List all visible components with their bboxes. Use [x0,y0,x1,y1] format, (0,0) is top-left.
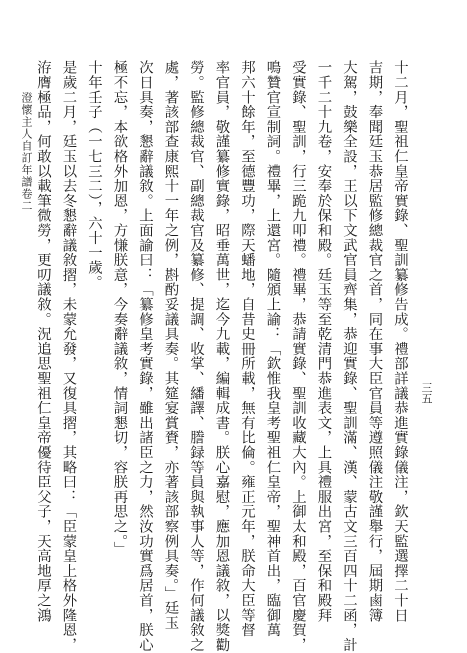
text-column: 受實錄、聖訓，行三跪九叩禮。禮畢，恭請實錄、聖訓收藏大內。上御太和殿，百官慶賀， [290,60,306,652]
text-column: 極不忘，本欲格外加恩，方慊朕意，今奏辭議敘，情詞懇切，容朕再思之。」 [111,60,128,556]
running-title: 澄懷主人自訂年譜卷二 [20,92,33,212]
text-column: 十二月，聖祖仁皇帝實錄、聖訓纂修告成。禮部詳議恭進實錄儀注，欽天監選擇二十日 [392,60,408,623]
text-column: 一千二十九卷，安奉於保和殿。廷玉等至乾清門恭進表文，上具禮服出宮，至保和殿拜 [315,60,332,623]
text-column: 率官員，敬謹纂修實錄，昭垂萬世，迄今九載，編輯成書。朕心嘉慰，應加恩議敘，以獎勸 [213,60,230,652]
text-column: 是歲二月，廷玉以去冬懇辭議敘摺，未蒙允發，又復具摺，其略曰：「臣蒙皇上格外隆恩， [60,60,77,652]
text-column: 邦六十餘年，至德豐功，際天蟠地，自昔史冊所載，無有比倫。雍正元年，朕命大臣等督 [239,60,255,638]
page-number: 三五 [420,382,433,404]
text-column: 洊膺極品，何敢以載筆微勞，更叨議敘。況追思聖祖仁皇帝優待臣父子，天高地厚之鴻 [35,60,51,623]
text-column: 勞。監修總裁官、副總裁官及纂修、提調、收掌、繙譯、謄録等員與執事人等，作何議敘之 [188,60,204,652]
text-column: 次日具奏，懇辭議敘。上面諭曰：「纂修皇考實錄，雖出諸臣之力，然汝功實爲居首，朕心 [137,60,153,652]
text-column: 大駕，鼓樂全設，王以下文武官員齊集，恭迎實錄、聖訓滿、漢、蒙古文三百四十二函，計 [341,60,357,652]
body-text [35,60,412,652]
year-heading: 十年壬子（一七三二），六十一歲。 [86,60,102,290]
text-column: 吉期，奉聞廷玉恭居監修總裁官之首，同在事大臣官員等遵照儀注敬謹舉行，屆期鹵簿 [366,60,383,623]
text-column: 鳴贊官宣制詞。禮畢，上還宮。隨頒上諭：「欽惟我皇考聖祖仁皇帝，聖神首出，臨御萬 [264,60,281,638]
text-column: 處，著該部查康熙十一年之例，斟酌妥議具奏。其筵宴賞賚，亦著該部察例具奏。」廷玉 [162,60,179,630]
